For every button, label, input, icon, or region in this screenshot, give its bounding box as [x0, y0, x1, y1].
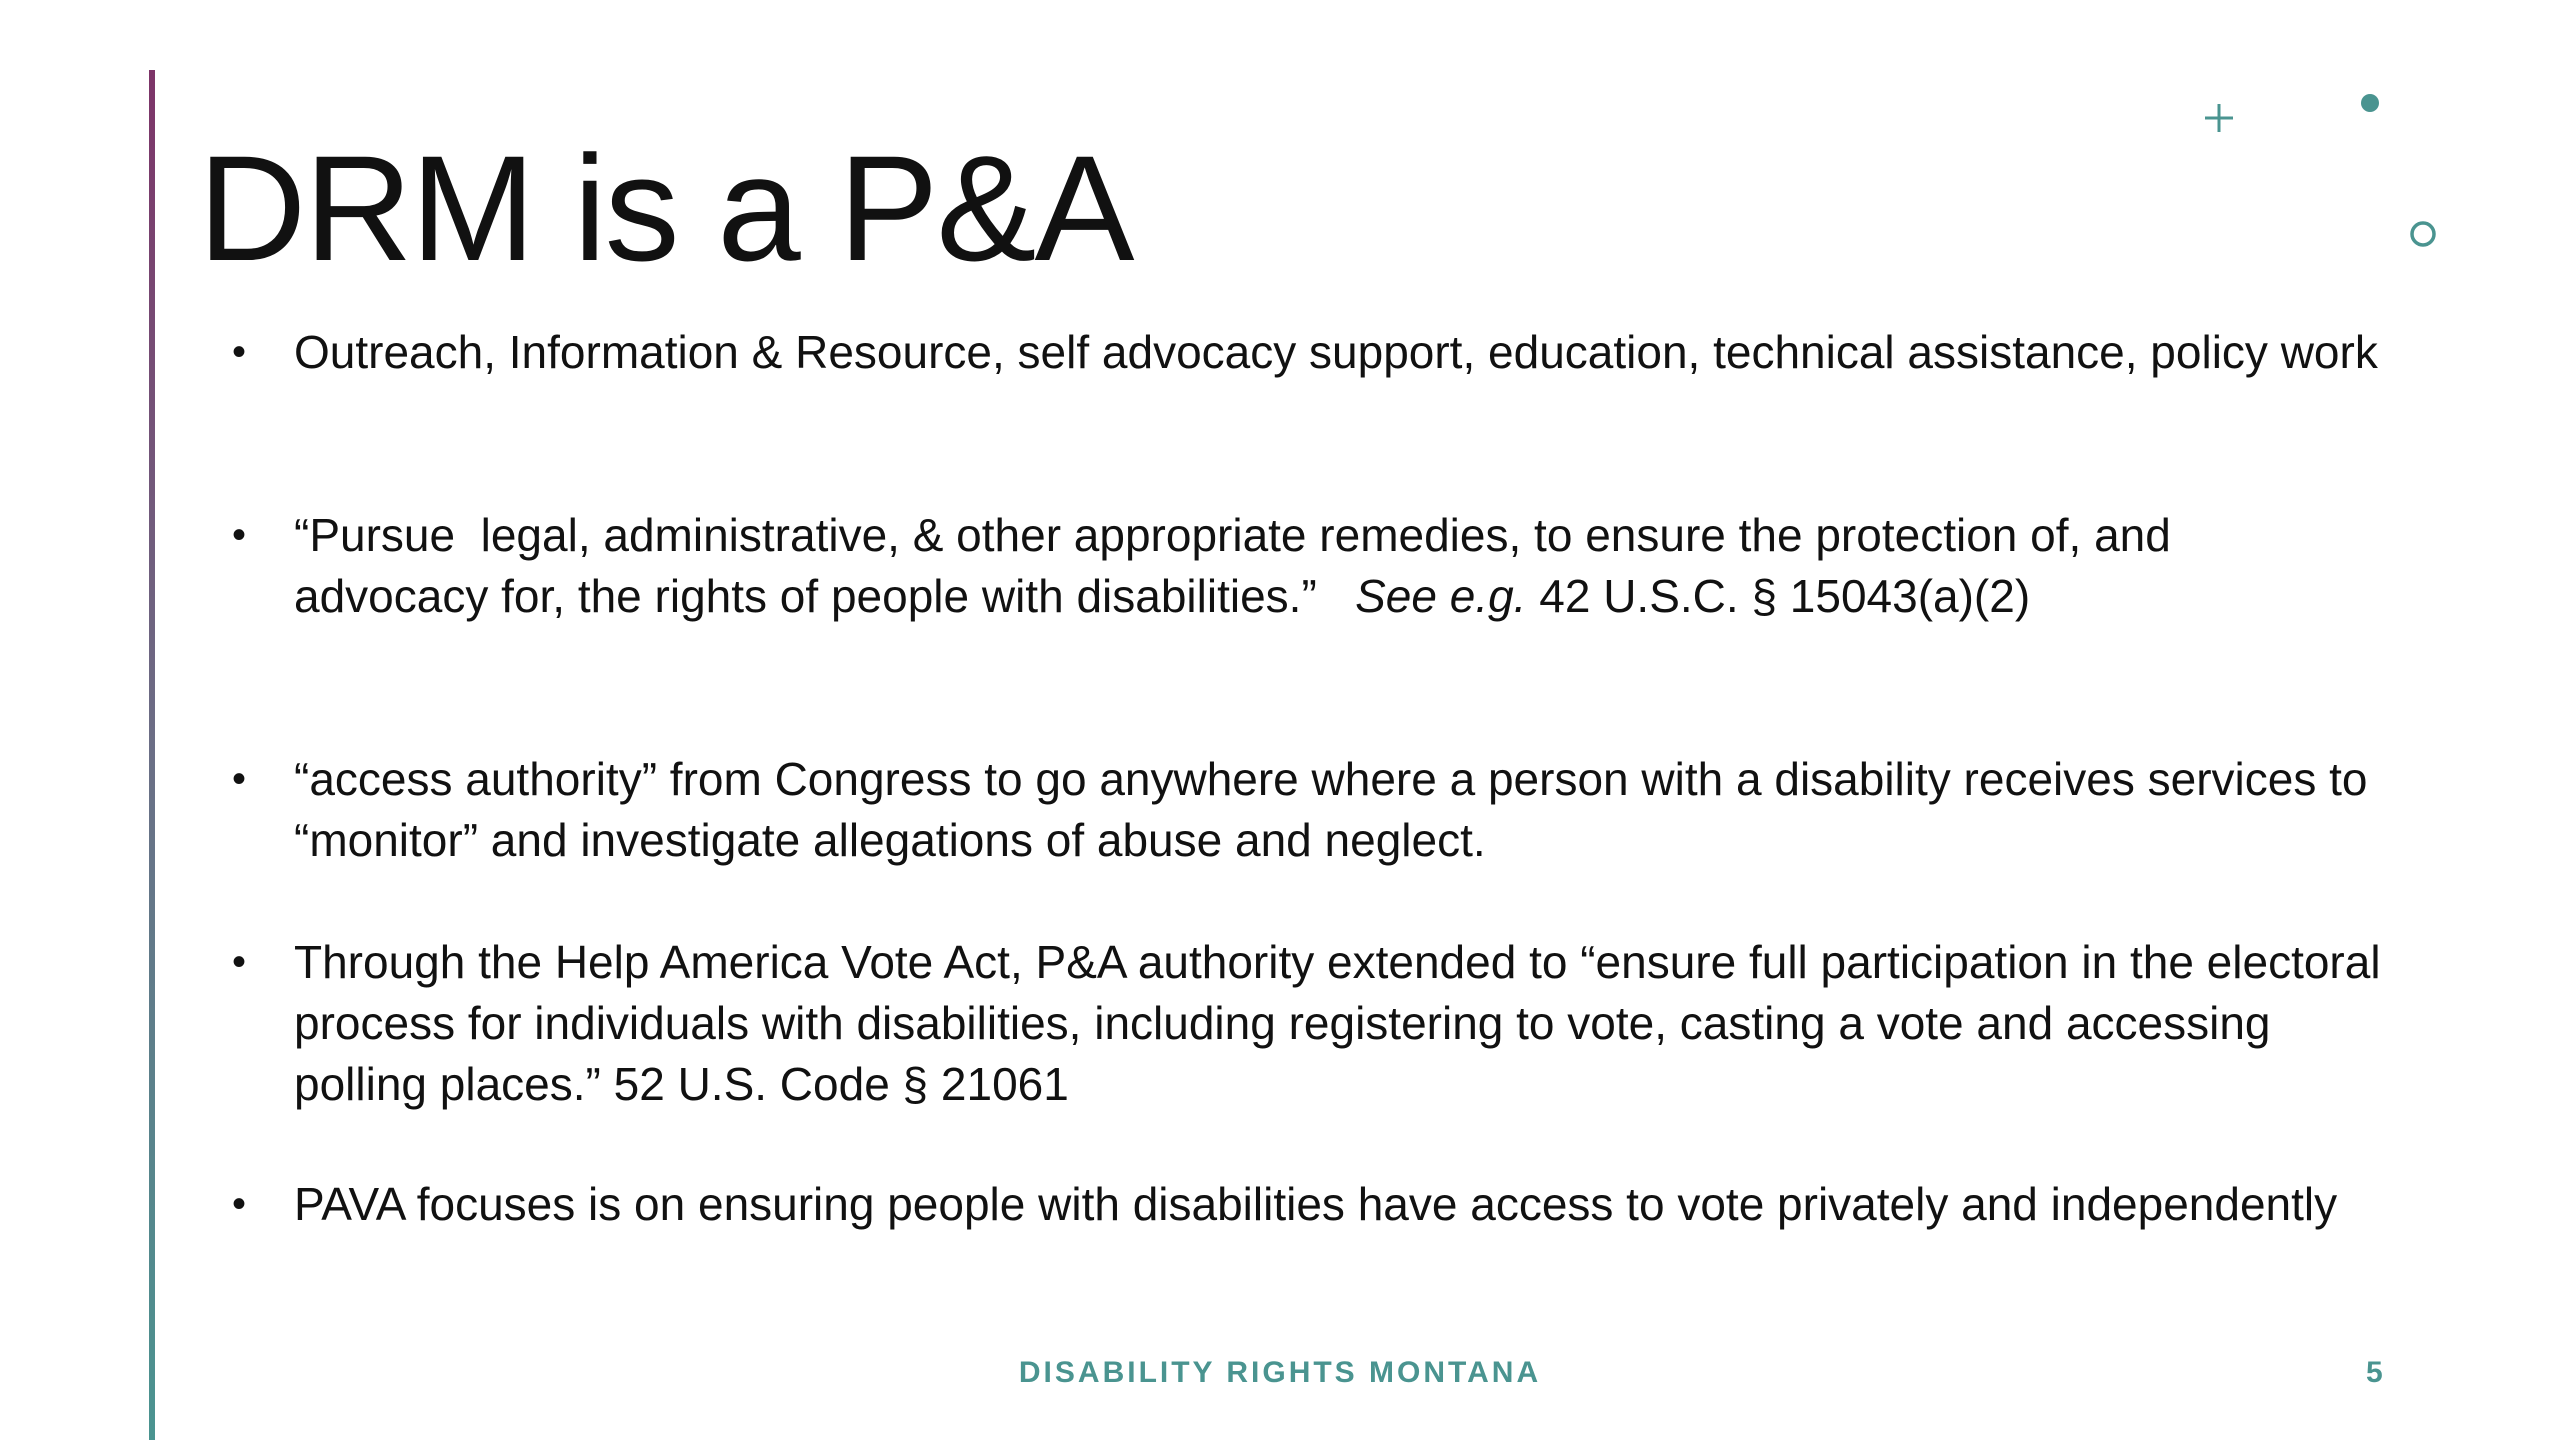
bullet-text: “Pursue legal, administrative, & other appropriate remedies, to ensure the protection of, and advocacy for, the rights of people with disabilities.”: [294, 509, 2184, 622]
bullet-icon: •: [232, 513, 247, 557]
bullet-icon: •: [232, 330, 247, 374]
page-number: 5: [2366, 1356, 2383, 1389]
bullet-item: [232, 322, 2424, 383]
citation-signal: See e.g.: [1355, 570, 1527, 622]
bullet-text: Outreach, Information & Resource, self advocacy support, education, technical assistance, policy work: [294, 326, 2378, 378]
decorative-shapes: [2200, 80, 2460, 260]
dot-icon: [2361, 94, 2379, 112]
bullet-item: [232, 505, 2374, 627]
accent-bar: [149, 70, 155, 1440]
plus-icon: [2205, 104, 2233, 132]
bullet-icon: •: [232, 940, 247, 984]
citation: 42 U.S.C. § 15043(a)(2): [1526, 570, 2031, 622]
bullet-icon: •: [232, 757, 247, 801]
footer-org-name: DISABILITY RIGHTS MONTANA: [1018, 1356, 1542, 1389]
bullet-text: PAVA focuses is on ensuring people with disabilities have access to vote privately and independently: [294, 1178, 2338, 1230]
bullet-text: “access authority” from Congress to go anywhere where a person with a disability receives services to “monitor” and investigate allegations of abuse and neglect.: [294, 753, 2368, 866]
bullet-icon: •: [232, 1182, 247, 1226]
bullet-item: [232, 932, 2394, 1115]
ring-icon: [2412, 223, 2434, 245]
bullet-item: [232, 1174, 2424, 1235]
bullet-item: [232, 749, 2424, 871]
slide-title: DRM is a P&A: [198, 124, 1133, 292]
bullet-text: Through the Help America Vote Act, P&A authority extended to “ensure full participation in the electoral process for individuals with disabilities, including registering to vote, casting a vote and accessing polling places.” 52 U.S. Code § 21061: [294, 936, 2381, 1110]
